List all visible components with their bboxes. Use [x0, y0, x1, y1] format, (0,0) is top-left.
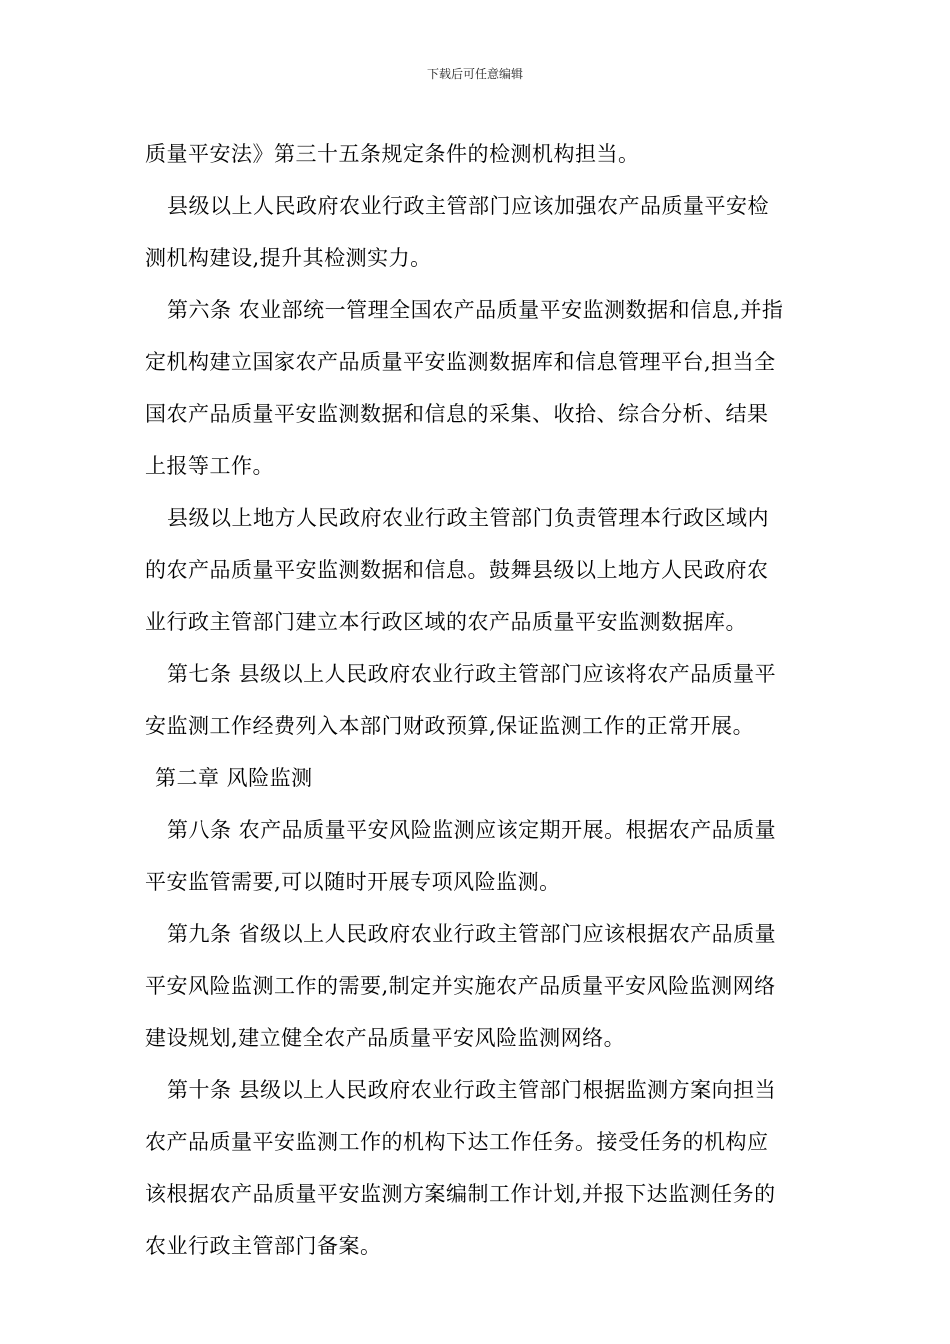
text-line: 的农产品质量平安监测数据和信息。鼓舞县级以上地方人民政府农 — [145, 558, 769, 582]
text-line: 农业行政主管部门备案。 — [145, 1234, 382, 1258]
text-line: 第九条 省级以上人民政府农业行政主管部门应该根据农产品质量 — [167, 922, 777, 946]
page-header: 下载后可任意编辑 — [426, 67, 523, 81]
text-line: 第八条 农产品质量平安风险监测应该定期开展。根据农产品质量 — [167, 818, 777, 842]
text-line: 上报等工作。 — [145, 454, 274, 478]
text-line: 平安风险监测工作的需要,制定并实施农产品质量平安风险监测网络 — [145, 974, 776, 998]
text-line: 第六条 农业部统一管理全国农产品质量平安监测数据和信息,并指 — [167, 298, 784, 322]
document-body — [145, 128, 810, 1272]
text-line: 安监测工作经费列入本部门财政预算,保证监测工作的正常开展。 — [145, 714, 755, 738]
text-line: 定机构建立国家农产品质量平安监测数据库和信息管理平台,担当全 — [145, 350, 776, 374]
text-line: 建设规划,建立健全农产品质量平安风险监测网络。 — [145, 1026, 626, 1050]
text-line: 县级以上人民政府农业行政主管部门应该加强农产品质量平安检 — [167, 194, 769, 218]
text-line: 业行政主管部门建立本行政区域的农产品质量平安监测数据库。 — [145, 610, 747, 634]
text-line: 国农产品质量平安监测数据和信息的采集、收拾、综合分析、结果 — [145, 402, 769, 426]
text-line: 该根据农产品质量平安监测方案编制工作计划,并报下达监测任务的 — [145, 1182, 776, 1206]
text-line: 平安监管需要,可以随时开展专项风险监测。 — [145, 870, 561, 894]
text-line: 第十条 县级以上人民政府农业行政主管部门根据监测方案向担当 — [167, 1078, 777, 1102]
text-line: 县级以上地方人民政府农业行政主管部门负责管理本行政区域内 — [167, 506, 769, 530]
text-line: 测机构建设,提升其检测实力。 — [145, 246, 432, 270]
text-line: 农产品质量平安监测工作的机构下达工作任务。接受任务的机构应 — [145, 1130, 769, 1154]
text-line: 质量平安法》第三十五条规定条件的检测机构担当。 — [145, 142, 640, 166]
text-line: 第七条 县级以上人民政府农业行政主管部门应该将农产品质量平 — [167, 662, 777, 686]
chapter-heading: 第二章 风险监测 — [155, 766, 313, 790]
